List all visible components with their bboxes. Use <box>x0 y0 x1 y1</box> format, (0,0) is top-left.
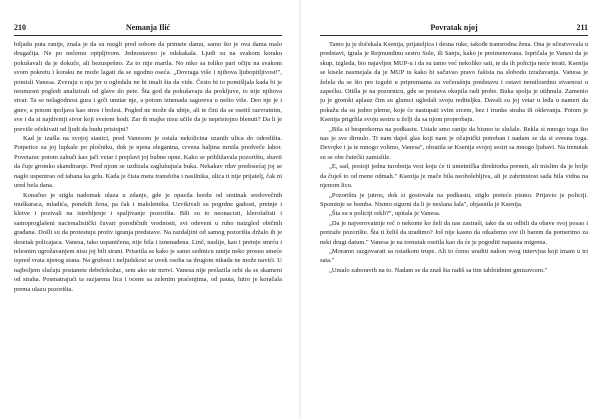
paragraph: „Umalo zaboravih na to. Nadam se da znaš šta radiš sa tim tabloidnim gmizavcem." <box>329 266 548 274</box>
running-head-author: Nemanja Ilić <box>125 23 171 32</box>
left-page-body <box>14 40 282 294</box>
right-page <box>320 0 588 419</box>
running-head-title: Povratak njoj <box>430 23 478 32</box>
paragraph: „Pozorištu je jutros, dok si gostovala na podkastu, stiglo preteće pismo. Prijavio je policiji. Spominje se bomba. Nismo sigurni da li je neslana šala", objasnila je Ksenija. <box>320 191 588 208</box>
paragraph: „E, sad, postoji jedna turobnija vest koju će ti umetnička direktorka preneti, ali mislim da je bolje da čuješ to od mene odmah." Ksenija je mače bila neobolebljiva, ali je zabrinutost sada bila vidna na njenom licu. <box>320 163 588 190</box>
paragraph: Kad je izašla na svojoj stanici, pred Vanesom je ostala nekolicina uzanih ulica do odredišta. Potpetice su joj lupkale po pločniku, dok je njena elegantna, crvena haljina mrsila predveče lahor. Povetarac potom zahuči kao jači vetar i preplavi joj bubne opne. Kako se približavala pozorištu, shavti da čuje gromko skandiranje. Pred njom se uzdizala zagluhujuća buka. Nekakav rđav predosećaj joj se naglo uspentrao od tabana ka grlu. Kada je čista meta transfoba i nasilnika, ulica ti nije prijatelj, čak ni ured bela dana. <box>14 135 282 190</box>
page-number-right: 211 <box>576 23 588 32</box>
paragraph: „Moramo razgovarati sa ostatkom trupe. Ali to ćemo uraditi nakon svog intervjua koji imam u tri sata." <box>320 247 588 265</box>
paragraph: „Šta su u policiji rekli?", upitala je Vanesa. <box>329 210 441 218</box>
book-gutter <box>298 0 302 419</box>
page-number-left: 210 <box>14 23 26 32</box>
header-rule-right <box>320 35 588 36</box>
paragraph: biljadu puta ranije, znala je da su mogli pred sobom da primete damu, samo što je ova dama malo drugačija. Ne po nečemu opipljivom. Jednostavno je odskakala. Ljudi su na svakom koraku pokušavali da je dokuče, ali bezuspešno. Za to nije marila. No niko sa toliko pari očiju na svakom svom pokretu i koraku ne može lagati da se ugodno oseća. „Dovraga više i njihova ljubopitljivost!", pomisli Vanesa. Zveraju u nju jer u ogledalu ne bi imali šta da vide. Često bi to pomišljala kada bi je neumesni pogledi analizirali od glave do pete. Šta god da pokušavaju da prokljuve, to nije njihova stvar. Ta se nelagodnost gura i grči unutar nje, a potom iznenada sagoreva u nešto više. Deo nje je i gnev, a potom ipoljava kao stres i bolest. Pogled ne može da ubije, ali te čini da se osetiš razvratnim, sve i da si najdivniji stvor koji svetom hodi. Zar ih majke nisu učile da je nepristojno blenuti? Da li je previše očekivati od ljudi da budu pristojni? <box>14 41 282 133</box>
paragraph: Tamo ju je dočekala Ksenija, prijateljica i desna ruke, takođe transrodna žena. Ona je učestvovala u predstavi, igrala je Rejmundinu sestru Sole, ili Sanju, kako je preimenovana. Ispričala je Vanesi da je skup, izgleda, bio najavljen MUP-u i da su tamo već nekoliko sati, te da ih policija neće terati. Ksenija se kisele nasmejala da je MUP tu kako bi sačuvao pravo fašista na slobodu izražavanja. Vanesa je želela da se što pre izgubi u pripremama za večerašnju predstavu i ostavi nemilosrdnu stvarnost u zapećku. Otišla je na pozornicu, gde se postava okupila radi probe. Buka spolja je utihnula. Zamenio ju je gromki aplauz čim su glumci ugledali svoju rediteljku. Davali su joj vetar u leđa u nameri da pokažu da su jedno pleme, koje će nastupati svim srcem, bez i trunke straha ili oklevanja. Potom je Ksenija prigrlila svoju sestru u želji da sa njom proprobaju. <box>320 41 588 124</box>
left-page <box>14 0 282 419</box>
paragraph: „Da je najverovatnije reč o nekome ko želi da nas zastraši, tako da su odbili da obave svoj posao i pretraže pozorište. Šta ti želiš da uradimo? Još nije kasno da otkažemo sve ili barem da pomerimo za neki drugi datum." Vanesa je na trenutak osetila kao da će je pogoditi napasna migrena. <box>320 219 588 246</box>
left-page-header <box>14 22 282 33</box>
right-page-header <box>320 22 588 33</box>
header-rule-left <box>14 35 282 36</box>
paragraph: Konačno je stigla nadomak ulaza u zdanje, gde je opazila hordu od stotinak sredovečnih muškaraca, mladića, ponekih žena, pa čak i maloletnika. Uzvikivali su pogrdne gadosti, pretnje i kletve i pozivali na istrebljenje i spaljivanje pozorišta. Bili su to neonacisti, klerofašisti i samoproglašeni nacionalistički čuvari porodičnih vrednosti, svi odeveni u ruho naizgled običnih građana. Došli su da protestuju protiv igranja predstave. Na razdaljini od samog pozorišta držalo ih je desetak policajaca. Vanesa, tako uspaničena, nije bila i iznenađena. Linč, naslije, kao i pretnje smrću i telesnim ugrožavanjem nisu joj bili strani. Prisetila se kako je samo sedmicu ranije neko prosuo smeće ispred vrata njenog stana. Na grubost i neljudskost se uvek osoba sa drugom nikada ne može navići. U najboljem slučaju postanete debelokožac, sem ako ste mrtvi. Vanesa nije prelazila sebi da se skameni od straha. Posmatrajući ta razjarena lica i ocene sa zelenim praćenjima, od pauta, hitro je koračala prema ulazu pozorišta. <box>14 191 282 293</box>
right-page-body <box>320 40 588 275</box>
paragraph: „Bila si besprekorna na podkastu. Ustale smo ranije da bismo te slušale. Rekla si mnogo toga što nas je sve dirnulo. Ti nam daješ glas koji nam je očajnički potreban i nadam se da si svesna toga. Devojke i ja te mnogo volimo, Vanesa", obratila se Ksenija svojoj sestri sa mnogo ljubavi. Na trenutak su se obe čutećki zamislile. <box>320 125 588 161</box>
